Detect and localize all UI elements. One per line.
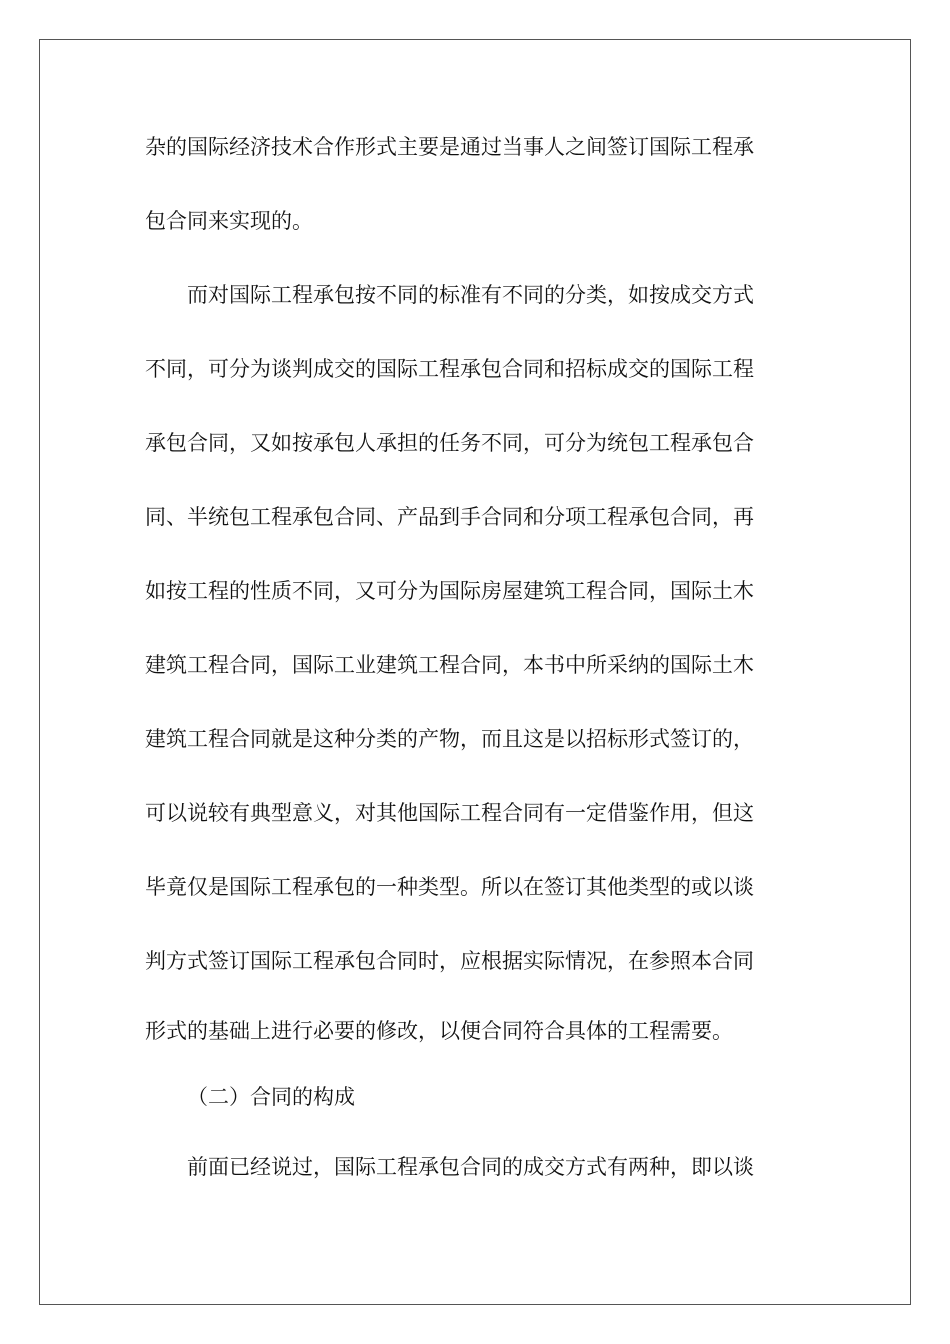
text-line: 同、半统包工程承包合同、产品到手合同和分项工程承包合同，再 [145, 505, 754, 529]
section-heading: （二）合同的构成 [187, 1085, 355, 1109]
text-line: 如按工程的性质不同，又可分为国际房屋建筑工程合同，国际土木 [145, 579, 754, 603]
text-line: 包合同来实现的。 [145, 209, 313, 233]
text-line: 毕竟仅是国际工程承包的一种类型。所以在签订其他类型的或以谈 [145, 875, 754, 899]
text-line: 承包合同，又如按承包人承担的任务不同，可分为统包工程承包合 [145, 431, 754, 455]
document-body [145, 110, 795, 1204]
paragraph-start-line: 前面已经说过，国际工程承包合同的成交方式有两种，即以谈 [187, 1155, 754, 1179]
text-line: 建筑工程合同就是这种分类的产物，而且这是以招标形式签订的， [145, 727, 754, 751]
text-line: 杂的国际经济技术合作形式主要是通过当事人之间签订国际工程承 [145, 135, 754, 159]
text-line: 可以说较有典型意义，对其他国际工程合同有一定借鉴作用，但这 [145, 801, 754, 825]
text-line: 形式的基础上进行必要的修改，以便合同符合具体的工程需要。 [145, 1019, 733, 1043]
paragraph-start-line: 而对国际工程承包按不同的标准有不同的分类，如按成交方式 [187, 283, 754, 307]
text-line: 判方式签订国际工程承包合同时，应根据实际情况，在参照本合同 [145, 949, 754, 973]
text-line: 建筑工程合同，国际工业建筑工程合同，本书中所采纳的国际土木 [145, 653, 754, 677]
text-line: 不同，可分为谈判成交的国际工程承包合同和招标成交的国际工程 [145, 357, 754, 381]
